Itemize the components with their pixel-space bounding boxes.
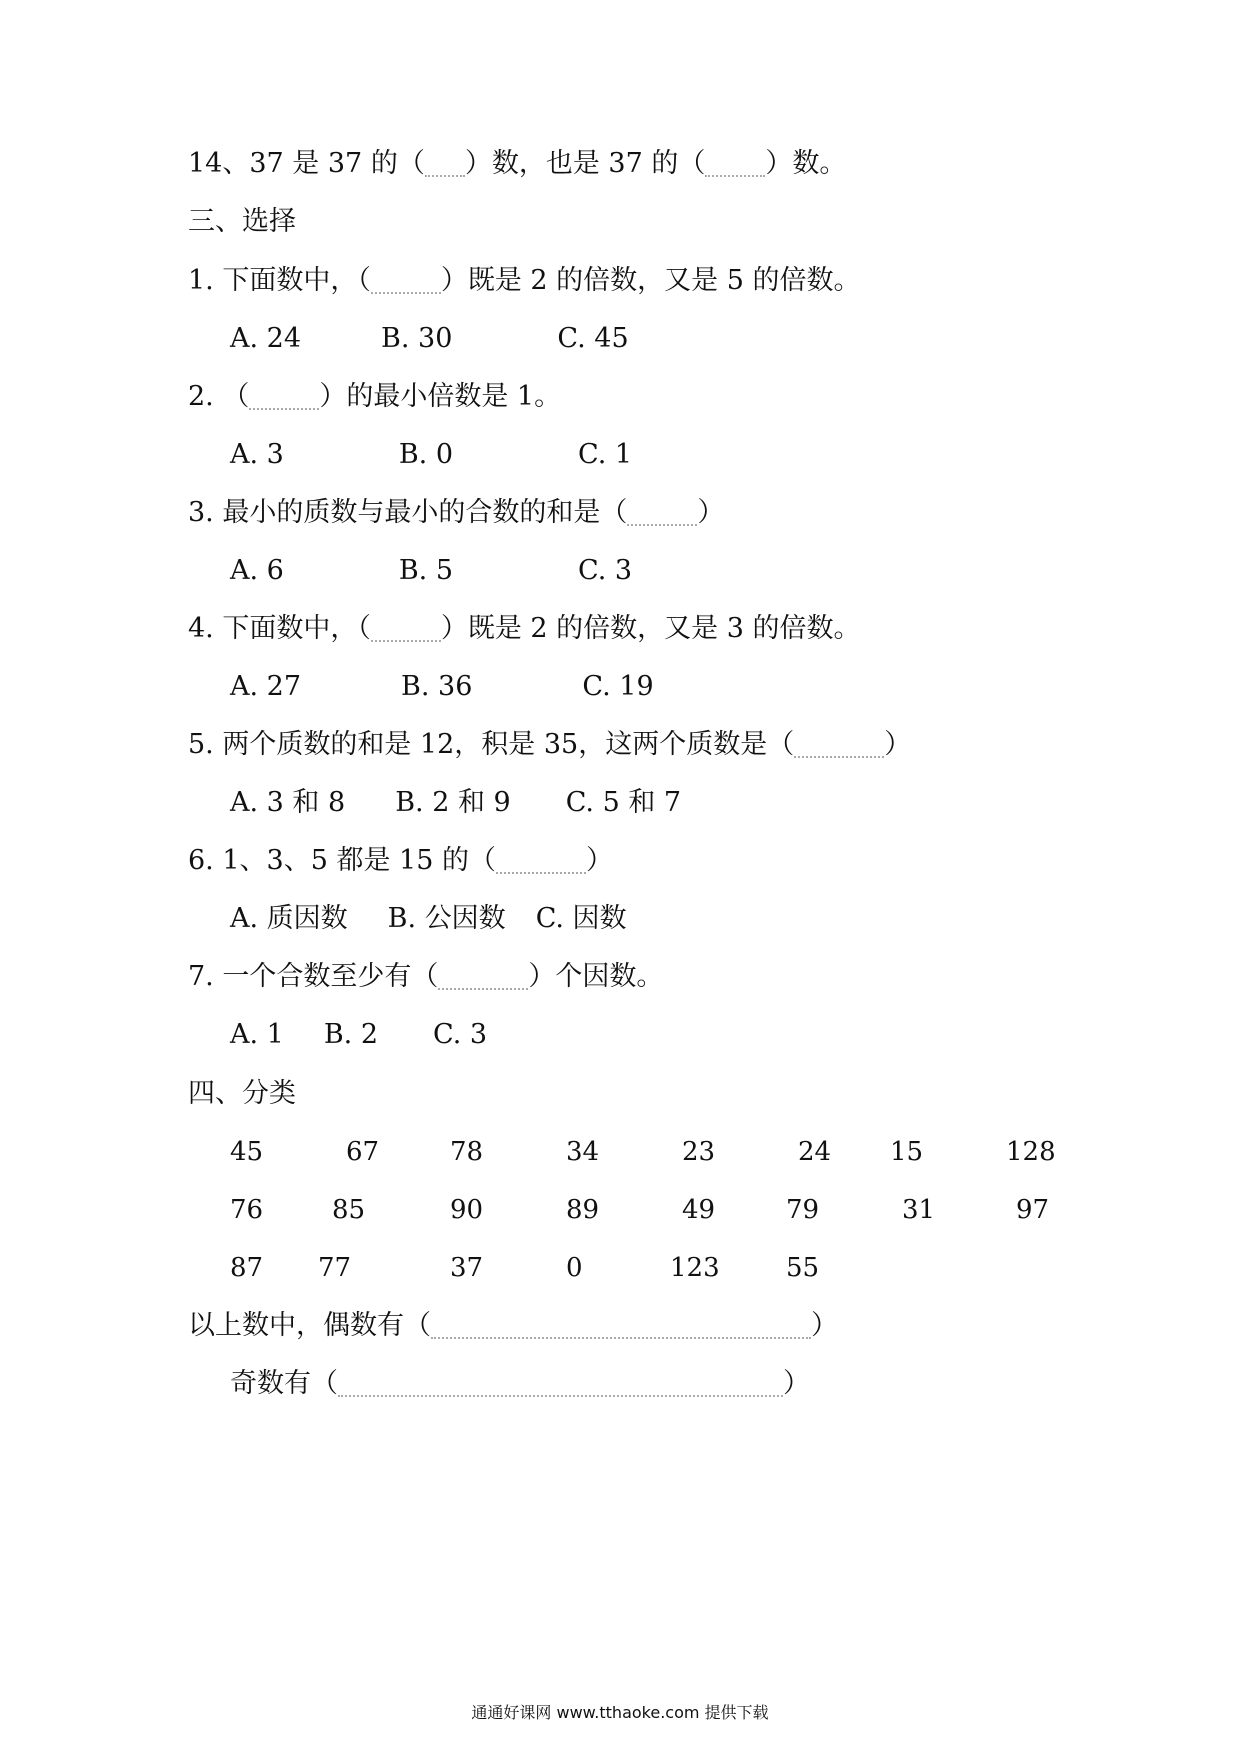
number-item: 87 — [230, 1253, 264, 1283]
options-6 — [230, 899, 627, 939]
options-7 — [230, 1015, 487, 1055]
section-3-title: 三、选择 — [188, 206, 296, 237]
question-4 — [188, 609, 861, 649]
even-answer-blank — [431, 1315, 811, 1339]
options-5 — [230, 783, 681, 823]
number-item: 123 — [670, 1253, 720, 1283]
number-item: 76 — [230, 1195, 264, 1225]
option-b: B. 30 — [381, 323, 453, 354]
footer-credit: 通通好课网 www.tthaoke.com 提供下载 — [471, 1703, 769, 1722]
even-close: ） — [811, 1310, 838, 1341]
answer-blank — [425, 153, 465, 177]
option-b: B. 2 — [323, 1019, 379, 1050]
option-c: C. 19 — [582, 671, 654, 702]
question-text: ） — [697, 497, 725, 528]
q14-text-a: 14、37 是 37 的（ — [188, 148, 425, 179]
number-item: 34 — [566, 1137, 600, 1167]
number-item: 49 — [682, 1195, 716, 1225]
question-text: ） — [884, 729, 912, 760]
section-4-title: 四、分类 — [188, 1078, 296, 1109]
answer-blank — [705, 153, 765, 177]
question-text: ） — [585, 845, 613, 876]
question-text: 4. 下面数中，（ — [188, 613, 371, 644]
option-a: A. 27 — [230, 671, 302, 702]
number-item: 128 — [1006, 1137, 1056, 1167]
option-a: A. 6 — [230, 555, 284, 586]
number-item: 90 — [450, 1195, 484, 1225]
answer-blank — [794, 734, 884, 758]
option-c: C. 45 — [557, 323, 629, 354]
question-7 — [188, 957, 663, 997]
option-a: A. 质因数 — [230, 903, 348, 934]
number-row-3 — [230, 1248, 1130, 1288]
odd-answer-blank — [338, 1373, 783, 1397]
number-row-1 — [230, 1132, 1130, 1172]
option-a: A. 24 — [230, 323, 302, 354]
number-item: 89 — [566, 1195, 600, 1225]
number-item: 31 — [902, 1195, 936, 1225]
q14-text-b: ）数，也是 37 的（ — [464, 148, 706, 179]
answer-blank — [627, 502, 697, 526]
odd-close: ） — [783, 1368, 810, 1399]
options-2 — [230, 435, 632, 475]
number-item: 15 — [890, 1137, 924, 1167]
option-b: B. 公因数 — [387, 903, 506, 934]
option-b: B. 0 — [398, 439, 454, 470]
question-text: ）既是 2 的倍数，又是 5 的倍数。 — [440, 265, 861, 296]
question-text: ）的最小倍数是 1。 — [319, 381, 562, 412]
answer-blank — [371, 618, 441, 642]
number-item: 77 — [318, 1253, 352, 1283]
number-row-2 — [230, 1190, 1130, 1230]
odd-label: 奇数有（ — [230, 1368, 338, 1399]
question-2 — [188, 377, 561, 417]
option-b: B. 36 — [401, 671, 473, 702]
number-item: 78 — [450, 1137, 484, 1167]
answer-blank — [438, 966, 528, 990]
question-5 — [188, 725, 911, 765]
number-item: 0 — [566, 1253, 583, 1283]
option-a: A. 3 — [230, 439, 284, 470]
question-6 — [188, 841, 613, 881]
question-text: 5. 两个质数的和是 12，积是 35，这两个质数是（ — [188, 729, 795, 760]
even-numbers-line — [188, 1306, 838, 1346]
options-3 — [230, 551, 632, 591]
option-c: C. 3 — [433, 1019, 488, 1050]
question-3 — [188, 493, 724, 533]
question-text: ）既是 2 的倍数，又是 3 的倍数。 — [440, 613, 861, 644]
option-c: C. 1 — [578, 439, 633, 470]
question-text: 1. 下面数中，（ — [188, 265, 371, 296]
options-4 — [230, 667, 654, 707]
answer-blank — [496, 850, 586, 874]
option-b: B. 5 — [398, 555, 454, 586]
option-c: C. 因数 — [535, 903, 627, 934]
number-item: 85 — [332, 1195, 366, 1225]
question-14 — [188, 144, 846, 184]
number-item: 45 — [230, 1137, 264, 1167]
option-a: A. 3 和 8 — [230, 787, 346, 818]
q14-text-c: ）数。 — [765, 148, 847, 179]
question-text: 7. 一个合数至少有（ — [188, 961, 439, 992]
number-item: 67 — [346, 1137, 380, 1167]
number-item: 24 — [798, 1137, 832, 1167]
even-label: 以上数中，偶数有（ — [188, 1310, 431, 1341]
answer-blank — [371, 270, 441, 294]
question-text: 6. 1、3、5 都是 15 的（ — [188, 845, 496, 876]
answer-blank — [249, 386, 319, 410]
options-1 — [230, 319, 629, 359]
question-text: 3. 最小的质数与最小的合数的和是（ — [188, 497, 628, 528]
number-item: 23 — [682, 1137, 716, 1167]
question-text: 2. （ — [188, 381, 250, 412]
number-item: 97 — [1016, 1195, 1050, 1225]
question-1 — [188, 261, 861, 301]
number-item: 55 — [786, 1253, 820, 1283]
odd-numbers-line — [230, 1364, 810, 1404]
option-b: B. 2 和 9 — [395, 787, 511, 818]
question-text: ）个因数。 — [528, 961, 664, 992]
number-item: 37 — [450, 1253, 484, 1283]
number-item: 79 — [786, 1195, 820, 1225]
option-c: C. 5 和 7 — [565, 787, 682, 818]
option-a: A. 1 — [230, 1019, 284, 1050]
option-c: C. 3 — [578, 555, 633, 586]
